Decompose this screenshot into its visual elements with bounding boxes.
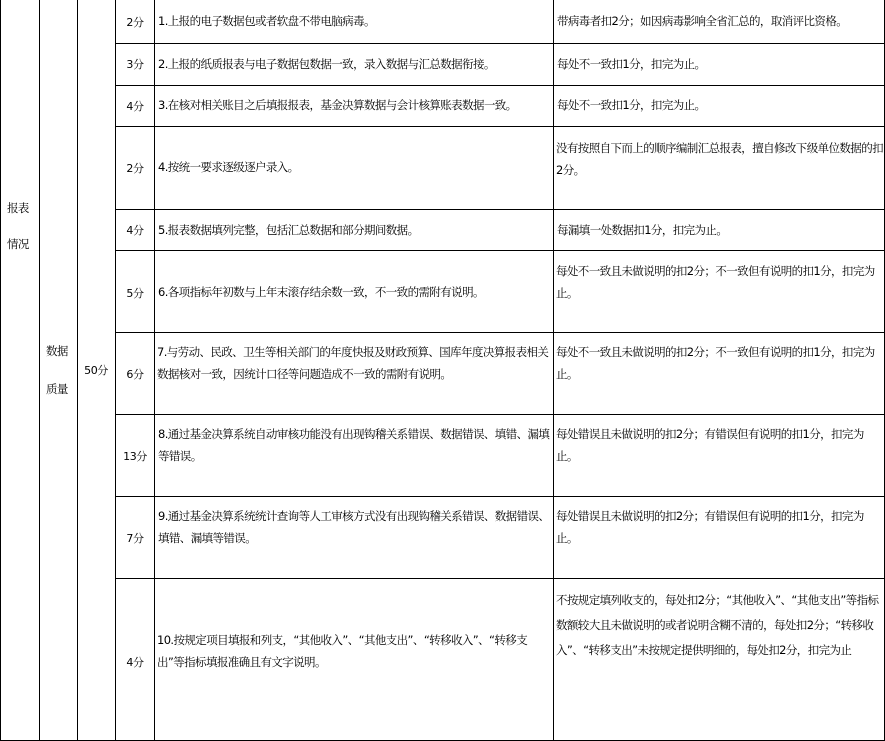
row-score: 13分 (123, 450, 147, 463)
row-score: 4分 (126, 100, 144, 113)
row-item: 8.通过基金决算系统自动审核功能没有出现钩稽关系错误、数据错误、填错、漏填等错误。 (158, 427, 550, 463)
row-item: 1.上报的电子数据包或者软盘不带电脑病毒。 (158, 14, 375, 28)
row-rule: 不按规定填列收支的，每处扣2分；“其他收入”、“其他支出”等指标数额较大且未做说明的或者说明含糊不清的，每处扣2分；“转移收入”、“转移支出”未按规定提供明细的，每处扣2分，扣完为止 (556, 593, 879, 657)
row-rule: 没有按照自下而上的顺序编制汇总报表，擅自修改下级单位数据的扣2分。 (556, 141, 883, 177)
grid-line (154, 0, 155, 741)
row-score: 3分 (126, 58, 144, 71)
row-score: 7分 (126, 532, 144, 545)
row-score: 2分 (126, 162, 144, 175)
subcategory-cell (42, 332, 76, 408)
row-rule: 每处不一致扣1分，扣完为止。 (557, 98, 706, 112)
row-rule: 每处不一致扣1分，扣完为止。 (557, 57, 706, 71)
grid-line (115, 209, 885, 210)
grid-line (553, 0, 554, 741)
row-rule: 每处错误且未做说明的扣2分；有错误但有说明的扣1分，扣完为止。 (556, 427, 864, 463)
grid-line (115, 578, 885, 579)
grid-line (115, 0, 116, 741)
row-item: 10.按规定项目填报和列支，“其他收入”、“其他支出”、“转移收入”、“转移支出”等指标填报准确且有文字说明。 (157, 633, 528, 669)
row-rule: 每漏填一处数据扣1分，扣完为止。 (557, 223, 728, 237)
subcategory-label: 数据质量 (46, 344, 68, 396)
row-item: 4.按统一要求逐级逐户录入。 (158, 160, 299, 174)
grid-line (0, 0, 1, 741)
grid-line (115, 496, 885, 497)
category-cell (2, 190, 38, 266)
row-rule: 带病毒者扣2分；如因病毒影响全省汇总的，取消评比资格。 (557, 14, 848, 28)
row-score: 5分 (126, 287, 144, 300)
grid-line (39, 0, 40, 741)
row-item: 7.与劳动、民政、卫生等相关部门的年度快报及财政预算、国库年度决算报表相关数据核对一致，因统计口径等问题造成不一致的需附有说明。 (157, 345, 549, 381)
row-score: 2分 (126, 16, 144, 29)
row-rule: 每处不一致且未做说明的扣2分；不一致但有说明的扣1分，扣完为止。 (556, 264, 875, 300)
grid-line (115, 414, 885, 415)
grid-line (115, 250, 885, 251)
grid-line (115, 43, 885, 44)
row-item: 3.在核对相关账目之后填报报表，基金决算数据与会计核算账表数据一致。 (158, 98, 517, 112)
row-item: 2.上报的纸质报表与电子数据包数据一致，录入数据与汇总数据衔接。 (158, 57, 495, 71)
grid-line (115, 332, 885, 333)
row-rule: 每处错误且未做说明的扣2分；有错误但有说明的扣1分，扣完为止。 (556, 509, 864, 545)
row-score: 6分 (126, 368, 144, 381)
grid-line (77, 0, 78, 741)
category-label: 报表情况 (7, 201, 29, 251)
row-item: 6.各项指标年初数与上年末滚存结余数一致，不一致的需附有说明。 (158, 285, 484, 299)
grid-line (115, 85, 885, 86)
row-score: 4分 (126, 224, 144, 237)
row-rule: 每处不一致且未做说明的扣2分；不一致但有说明的扣1分，扣完为止。 (556, 345, 875, 381)
row-item: 5.报表数据填列完整，包括汇总数据和部分期间数据。 (158, 223, 419, 237)
total-score: 50分 (84, 364, 108, 377)
row-score: 4分 (126, 656, 144, 669)
row-item: 9.通过基金决算系统统计查询等人工审核方式没有出现钩稽关系错误、数据错误、填错、漏填等错误。 (158, 509, 550, 545)
grid-line (115, 126, 885, 127)
